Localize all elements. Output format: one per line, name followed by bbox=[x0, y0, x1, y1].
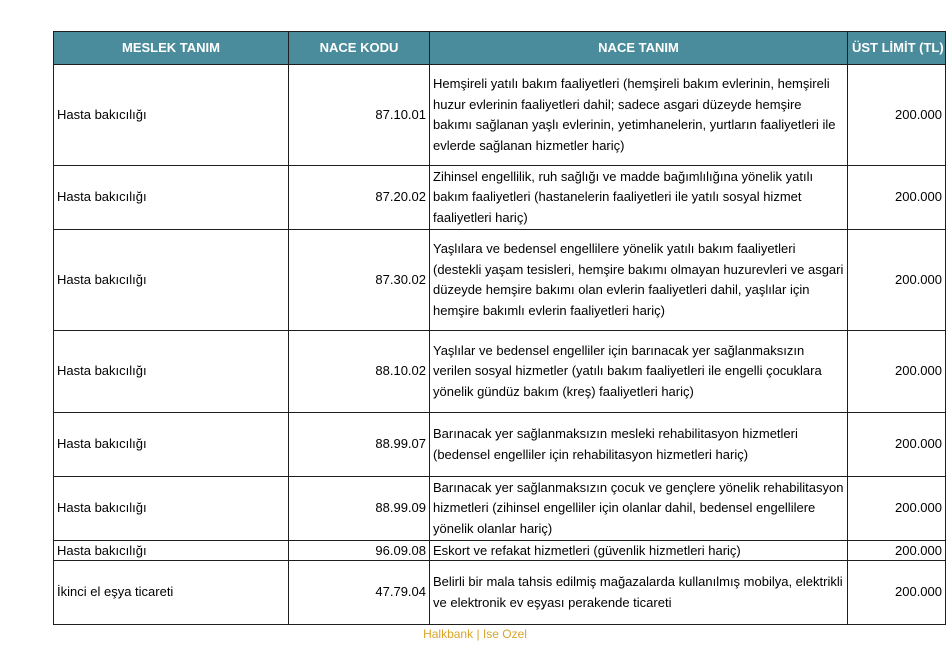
meslek-cell: Hasta bakıcılığı bbox=[54, 331, 289, 413]
nace-description-cell: Barınacak yer sağlanmaksızın mesleki rehabilitasyon hizmetleri (bedensel engelliler için rehabilitasyon hizmetleri hariç) bbox=[430, 413, 848, 477]
limit-cell: 200.000 bbox=[848, 413, 946, 477]
limit-cell: 200.000 bbox=[848, 561, 946, 625]
header-ust-limit: ÜST LİMİT (TL) bbox=[848, 32, 946, 65]
table-row bbox=[54, 230, 946, 331]
meslek-cell: Hasta bakıcılığı bbox=[54, 65, 289, 166]
nace-description-cell: Zihinsel engellilik, ruh sağlığı ve madde bağımlılığına yönelik yatılı bakım faaliyetleri (hastanelerin faaliyetleri ile yatılı sosyal hizmet faaliyetleri hariç) bbox=[430, 166, 848, 230]
header-nace-tanim: NACE TANIM bbox=[430, 32, 848, 65]
table-row bbox=[54, 413, 946, 477]
nace-description-cell: Yaşlılara ve bedensel engellilere yönelik yatılı bakım faaliyetleri (destekli yaşam tesisleri, hemşire bakımı olmayan huzurevleri ve asgari düzeyde hemşire bakımı olan evlerin faaliyetleri dahil, yaşlılar için hemşire bakımlı evlerin faaliyetleri hariç) bbox=[430, 230, 848, 331]
meslek-cell: Hasta bakıcılığı bbox=[54, 541, 289, 561]
limit-cell: 200.000 bbox=[848, 166, 946, 230]
meslek-cell: Hasta bakıcılığı bbox=[54, 230, 289, 331]
limit-cell: 200.000 bbox=[848, 331, 946, 413]
nace-description-cell: Belirli bir mala tahsis edilmiş mağazalarda kullanılmış mobilya, elektrikli ve elektronik ev eşyası perakende ticareti bbox=[430, 561, 848, 625]
table-row bbox=[54, 477, 946, 541]
nace-description-cell: Barınacak yer sağlanmaksızın çocuk ve gençlere yönelik rehabilitasyon hizmetleri (zihinsel engelliler için olanlar dahil, bedensel engellilere yönelik olanlar hariç) bbox=[430, 477, 848, 541]
table-row bbox=[54, 65, 946, 166]
limit-cell: 200.000 bbox=[848, 65, 946, 166]
nace-limit-table bbox=[53, 31, 946, 625]
meslek-cell: Hasta bakıcılığı bbox=[54, 413, 289, 477]
nace-code-cell: 47.79.04 bbox=[289, 561, 430, 625]
table-row bbox=[54, 331, 946, 413]
nace-code-cell: 96.09.08 bbox=[289, 541, 430, 561]
table-row bbox=[54, 166, 946, 230]
nace-description-cell: Eskort ve refakat hizmetleri (güvenlik hizmetleri hariç) bbox=[430, 541, 848, 561]
table-header-row bbox=[54, 32, 946, 65]
table-row bbox=[54, 561, 946, 625]
header-nace-kodu: NACE KODU bbox=[289, 32, 430, 65]
limit-cell: 200.000 bbox=[848, 541, 946, 561]
limit-cell: 200.000 bbox=[848, 477, 946, 541]
meslek-cell: Hasta bakıcılığı bbox=[54, 477, 289, 541]
nace-code-cell: 87.30.02 bbox=[289, 230, 430, 331]
nace-code-cell: 88.10.02 bbox=[289, 331, 430, 413]
classification-footer: Halkbank | Ise Ozel bbox=[423, 627, 527, 641]
header-meslek-tanim: MESLEK TANIM bbox=[54, 32, 289, 65]
limit-cell: 200.000 bbox=[848, 230, 946, 331]
nace-code-cell: 88.99.09 bbox=[289, 477, 430, 541]
table-row bbox=[54, 541, 946, 561]
nace-code-cell: 87.10.01 bbox=[289, 65, 430, 166]
nace-description-cell: Yaşlılar ve bedensel engelliler için barınacak yer sağlanmaksızın verilen sosyal hizmetler (yatılı bakım faaliyetleri ile engelli çocuklara yönelik gündüz bakım (kreş) faaliyetleri hariç) bbox=[430, 331, 848, 413]
nace-code-cell: 88.99.07 bbox=[289, 413, 430, 477]
nace-description-cell: Hemşireli yatılı bakım faaliyetleri (hemşireli bakım evlerinin, hemşireli huzur evlerinin faaliyetleri dahil; sadece asgari düzeyde hemşire bakımı sağlanan yaşlı evlerinin, yetimhanelerin, yurtların faaliyetleri ile evlerde sağlanan hizmetler hariç) bbox=[430, 65, 848, 166]
meslek-cell: İkinci el eşya ticareti bbox=[54, 561, 289, 625]
nace-code-cell: 87.20.02 bbox=[289, 166, 430, 230]
meslek-cell: Hasta bakıcılığı bbox=[54, 166, 289, 230]
